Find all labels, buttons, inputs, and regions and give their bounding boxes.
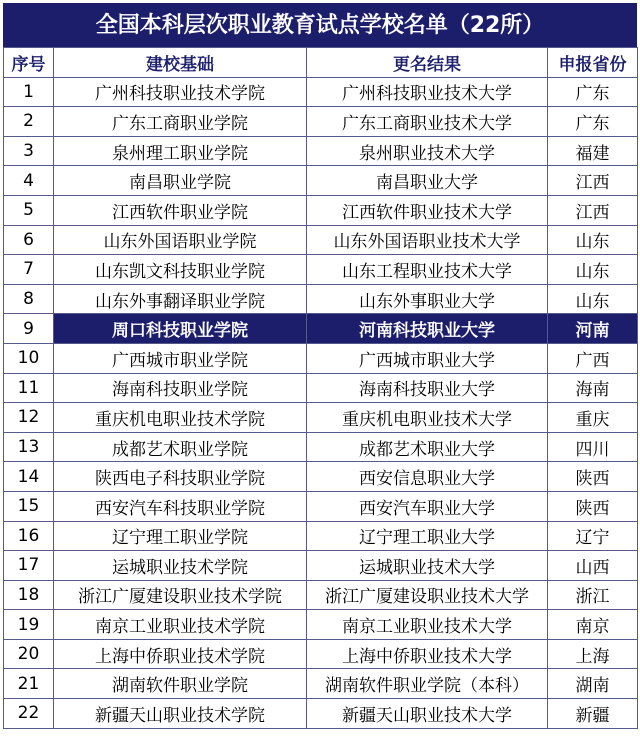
row-renamed-result: 河南科技职业大学 bbox=[307, 314, 548, 344]
row-base-school: 陕西电子科技职业学院 bbox=[54, 462, 307, 492]
row-renamed-result: 成都艺术职业大学 bbox=[307, 432, 548, 462]
row-index: 19 bbox=[4, 610, 54, 640]
table-row bbox=[4, 107, 638, 137]
row-renamed-result: 山东外事职业大学 bbox=[307, 284, 548, 314]
row-renamed-result: 广州科技职业技术大学 bbox=[307, 77, 548, 107]
row-index: 8 bbox=[4, 284, 54, 314]
row-province: 南京 bbox=[548, 610, 638, 640]
row-province: 广西 bbox=[548, 343, 638, 373]
row-renamed-result: 海南科技职业大学 bbox=[307, 373, 548, 403]
row-province: 江西 bbox=[548, 166, 638, 196]
row-base-school: 山东外国语职业学院 bbox=[54, 225, 307, 255]
row-base-school: 湖南软件职业学院 bbox=[54, 669, 307, 699]
row-base-school: 广东工商职业学院 bbox=[54, 107, 307, 137]
row-base-school: 南昌职业学院 bbox=[54, 166, 307, 196]
table-row bbox=[4, 225, 638, 255]
header-base-school: 建校基础 bbox=[54, 48, 307, 78]
row-base-school: 广西城市职业学院 bbox=[54, 343, 307, 373]
row-province: 辽宁 bbox=[548, 521, 638, 551]
school-list-document bbox=[3, 3, 637, 729]
row-renamed-result: 南京工业职业技术大学 bbox=[307, 610, 548, 640]
table-row bbox=[4, 343, 638, 373]
table-row bbox=[4, 669, 638, 699]
row-province: 山西 bbox=[548, 551, 638, 581]
table-row bbox=[4, 699, 638, 729]
row-index: 17 bbox=[4, 551, 54, 581]
row-province: 陕西 bbox=[548, 462, 638, 492]
row-renamed-result: 浙江广厦建设职业技术大学 bbox=[307, 580, 548, 610]
row-renamed-result: 山东外国语职业技术大学 bbox=[307, 225, 548, 255]
row-index: 15 bbox=[4, 491, 54, 521]
row-renamed-result: 辽宁理工职业大学 bbox=[307, 521, 548, 551]
row-province: 山东 bbox=[548, 225, 638, 255]
table-row bbox=[4, 284, 638, 314]
row-index: 13 bbox=[4, 432, 54, 462]
row-province: 江西 bbox=[548, 195, 638, 225]
table-header-row bbox=[4, 48, 638, 78]
row-index: 5 bbox=[4, 195, 54, 225]
row-base-school: 运城职业技术学院 bbox=[54, 551, 307, 581]
row-index: 3 bbox=[4, 136, 54, 166]
row-renamed-result: 广东工商职业技术大学 bbox=[307, 107, 548, 137]
row-index: 16 bbox=[4, 521, 54, 551]
row-index: 2 bbox=[4, 107, 54, 137]
row-province: 福建 bbox=[548, 136, 638, 166]
table-row bbox=[4, 314, 638, 344]
row-renamed-result: 西安信息职业大学 bbox=[307, 462, 548, 492]
header-index: 序号 bbox=[4, 48, 54, 78]
row-base-school: 南京工业职业技术学院 bbox=[54, 610, 307, 640]
table-row bbox=[4, 255, 638, 285]
row-index: 22 bbox=[4, 699, 54, 729]
row-province: 浙江 bbox=[548, 580, 638, 610]
school-table bbox=[3, 47, 638, 729]
row-province: 上海 bbox=[548, 639, 638, 669]
row-base-school: 新疆天山职业技术学院 bbox=[54, 699, 307, 729]
row-index: 10 bbox=[4, 343, 54, 373]
table-row bbox=[4, 462, 638, 492]
row-renamed-result: 西安汽车职业大学 bbox=[307, 491, 548, 521]
table-row bbox=[4, 166, 638, 196]
row-base-school: 泉州理工职业学院 bbox=[54, 136, 307, 166]
table-row bbox=[4, 77, 638, 107]
row-index: 14 bbox=[4, 462, 54, 492]
row-province: 四川 bbox=[548, 432, 638, 462]
table-row bbox=[4, 403, 638, 433]
row-renamed-result: 运城职业技术大学 bbox=[307, 551, 548, 581]
row-index: 20 bbox=[4, 639, 54, 669]
row-province: 重庆 bbox=[548, 403, 638, 433]
row-index: 9 bbox=[4, 314, 54, 344]
table-row bbox=[4, 195, 638, 225]
table-row bbox=[4, 610, 638, 640]
table-row bbox=[4, 551, 638, 581]
row-renamed-result: 泉州职业技术大学 bbox=[307, 136, 548, 166]
row-index: 1 bbox=[4, 77, 54, 107]
row-index: 18 bbox=[4, 580, 54, 610]
row-province: 湖南 bbox=[548, 669, 638, 699]
row-province: 广东 bbox=[548, 77, 638, 107]
row-base-school: 浙江广厦建设职业技术学院 bbox=[54, 580, 307, 610]
row-base-school: 成都艺术职业学院 bbox=[54, 432, 307, 462]
row-renamed-result: 广西城市职业大学 bbox=[307, 343, 548, 373]
row-base-school: 辽宁理工职业学院 bbox=[54, 521, 307, 551]
header-province: 申报省份 bbox=[548, 48, 638, 78]
row-base-school: 山东凯文科技职业学院 bbox=[54, 255, 307, 285]
row-province: 山东 bbox=[548, 255, 638, 285]
row-province: 河南 bbox=[548, 314, 638, 344]
row-base-school: 海南科技职业学院 bbox=[54, 373, 307, 403]
row-base-school: 山东外事翻译职业学院 bbox=[54, 284, 307, 314]
row-base-school: 江西软件职业学院 bbox=[54, 195, 307, 225]
row-renamed-result: 新疆天山职业技术大学 bbox=[307, 699, 548, 729]
table-row bbox=[4, 580, 638, 610]
table-row bbox=[4, 136, 638, 166]
row-renamed-result: 湖南软件职业学院（本科） bbox=[307, 669, 548, 699]
row-renamed-result: 重庆机电职业技术大学 bbox=[307, 403, 548, 433]
table-row bbox=[4, 432, 638, 462]
row-index: 11 bbox=[4, 373, 54, 403]
row-province: 山东 bbox=[548, 284, 638, 314]
row-base-school: 广州科技职业技术学院 bbox=[54, 77, 307, 107]
row-province: 新疆 bbox=[548, 699, 638, 729]
table-body bbox=[4, 77, 638, 728]
row-province: 陕西 bbox=[548, 491, 638, 521]
row-base-school: 上海中侨职业技术学院 bbox=[54, 639, 307, 669]
row-base-school: 周口科技职业学院 bbox=[54, 314, 307, 344]
row-province: 海南 bbox=[548, 373, 638, 403]
table-row bbox=[4, 521, 638, 551]
table-row bbox=[4, 491, 638, 521]
row-renamed-result: 南昌职业大学 bbox=[307, 166, 548, 196]
row-index: 21 bbox=[4, 669, 54, 699]
table-row bbox=[4, 373, 638, 403]
row-base-school: 重庆机电职业技术学院 bbox=[54, 403, 307, 433]
row-index: 12 bbox=[4, 403, 54, 433]
page-title: 全国本科层次职业教育试点学校名单（22所） bbox=[3, 3, 637, 47]
row-renamed-result: 江西软件职业技术大学 bbox=[307, 195, 548, 225]
table-row bbox=[4, 639, 638, 669]
row-renamed-result: 山东工程职业技术大学 bbox=[307, 255, 548, 285]
row-base-school: 西安汽车科技职业学院 bbox=[54, 491, 307, 521]
row-index: 4 bbox=[4, 166, 54, 196]
header-renamed-result: 更名结果 bbox=[307, 48, 548, 78]
row-index: 6 bbox=[4, 225, 54, 255]
row-renamed-result: 上海中侨职业技术大学 bbox=[307, 639, 548, 669]
row-province: 广东 bbox=[548, 107, 638, 137]
row-index: 7 bbox=[4, 255, 54, 285]
